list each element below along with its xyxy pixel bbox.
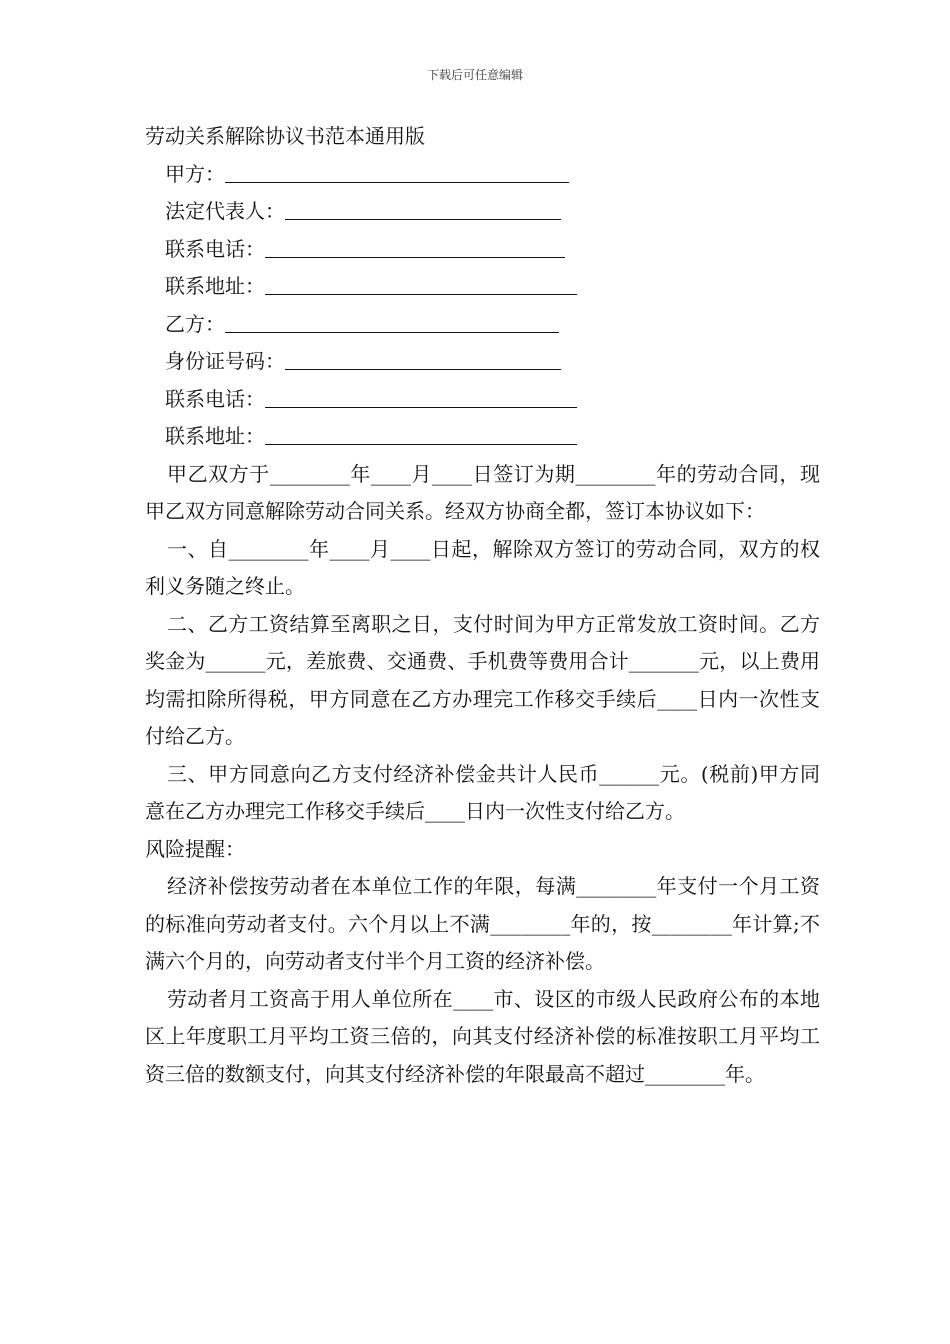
fill-blank[interactable] — [265, 235, 565, 258]
field-label: 身份证号码： — [165, 349, 285, 373]
field-party-a — [145, 156, 820, 194]
header-note: 下载后可任意编辑 — [426, 68, 523, 82]
fill-blank[interactable] — [265, 272, 577, 295]
clause-1: 一、自________年____月____日起，解除双方签订的劳动合同，双方的权利义务随之终止。 — [145, 536, 820, 598]
field-address-b — [145, 418, 820, 456]
clause-3: 三、甲方同意向乙方支付经济补偿金共计人民币______元。(税前)甲方同意在乙方办理完工作移交手续后____日内一次性支付给乙方。 — [145, 761, 820, 823]
clause-intro: 甲乙双方于________年____月____日签订为期________年的劳动合同，现甲乙双方同意解除劳动合同关系。经双方协商全都，签订本协议如下： — [145, 461, 820, 523]
field-phone-a — [145, 231, 820, 269]
field-label: 甲方： — [165, 161, 225, 186]
field-address-a — [145, 268, 820, 306]
clause-2: 二、乙方工资结算至离职之日，支付时间为甲方正常发放工资时间。乙方奖金为______元，差旅费、交通费、手机费等费用合计_______元，以上费用均需扣除所得税，甲方同意在乙方办理完工作移交手续后____日内一次性支付给乙方。 — [145, 611, 820, 748]
field-id-number — [145, 343, 820, 381]
field-phone-b — [145, 381, 820, 419]
field-label: 联系地址： — [165, 424, 265, 448]
document-body — [145, 118, 820, 1093]
field-label: 联系电话： — [165, 386, 265, 411]
fill-blank[interactable] — [285, 347, 561, 370]
field-label: 法定代表人： — [165, 199, 285, 223]
field-label: 联系地址： — [165, 274, 265, 298]
risk-paragraph-2: 劳动者月工资高于用人单位所在____市、设区的市级人民政府公布的本地区上年度职工月平均工资三倍的，向其支付经济补偿的标准按职工月平均工资三倍的数额支付，向其支付经济补偿的年限最高不超过________年。 — [145, 986, 820, 1086]
field-label: 乙方： — [165, 311, 225, 336]
fill-blank[interactable] — [265, 385, 577, 408]
fill-blank[interactable] — [265, 422, 577, 445]
field-party-b — [145, 306, 820, 344]
document-title: 劳动关系解除协议书范本通用版 — [145, 124, 425, 148]
risk-paragraph-1: 经济补偿按劳动者在本单位工作的年限，每满________年支付一个月工资的标准向劳动者支付。六个月以上不满________年的，按________年计算;不满六个月的，向劳动者支付半个月工资的经济补偿。 — [145, 874, 820, 973]
field-label: 联系电话： — [165, 236, 265, 261]
fill-blank[interactable] — [285, 197, 561, 220]
field-legal-representative — [145, 193, 820, 231]
fill-blank[interactable] — [225, 310, 559, 333]
fill-blank[interactable] — [225, 160, 569, 183]
risk-heading: 风险提醒： — [145, 836, 245, 861]
